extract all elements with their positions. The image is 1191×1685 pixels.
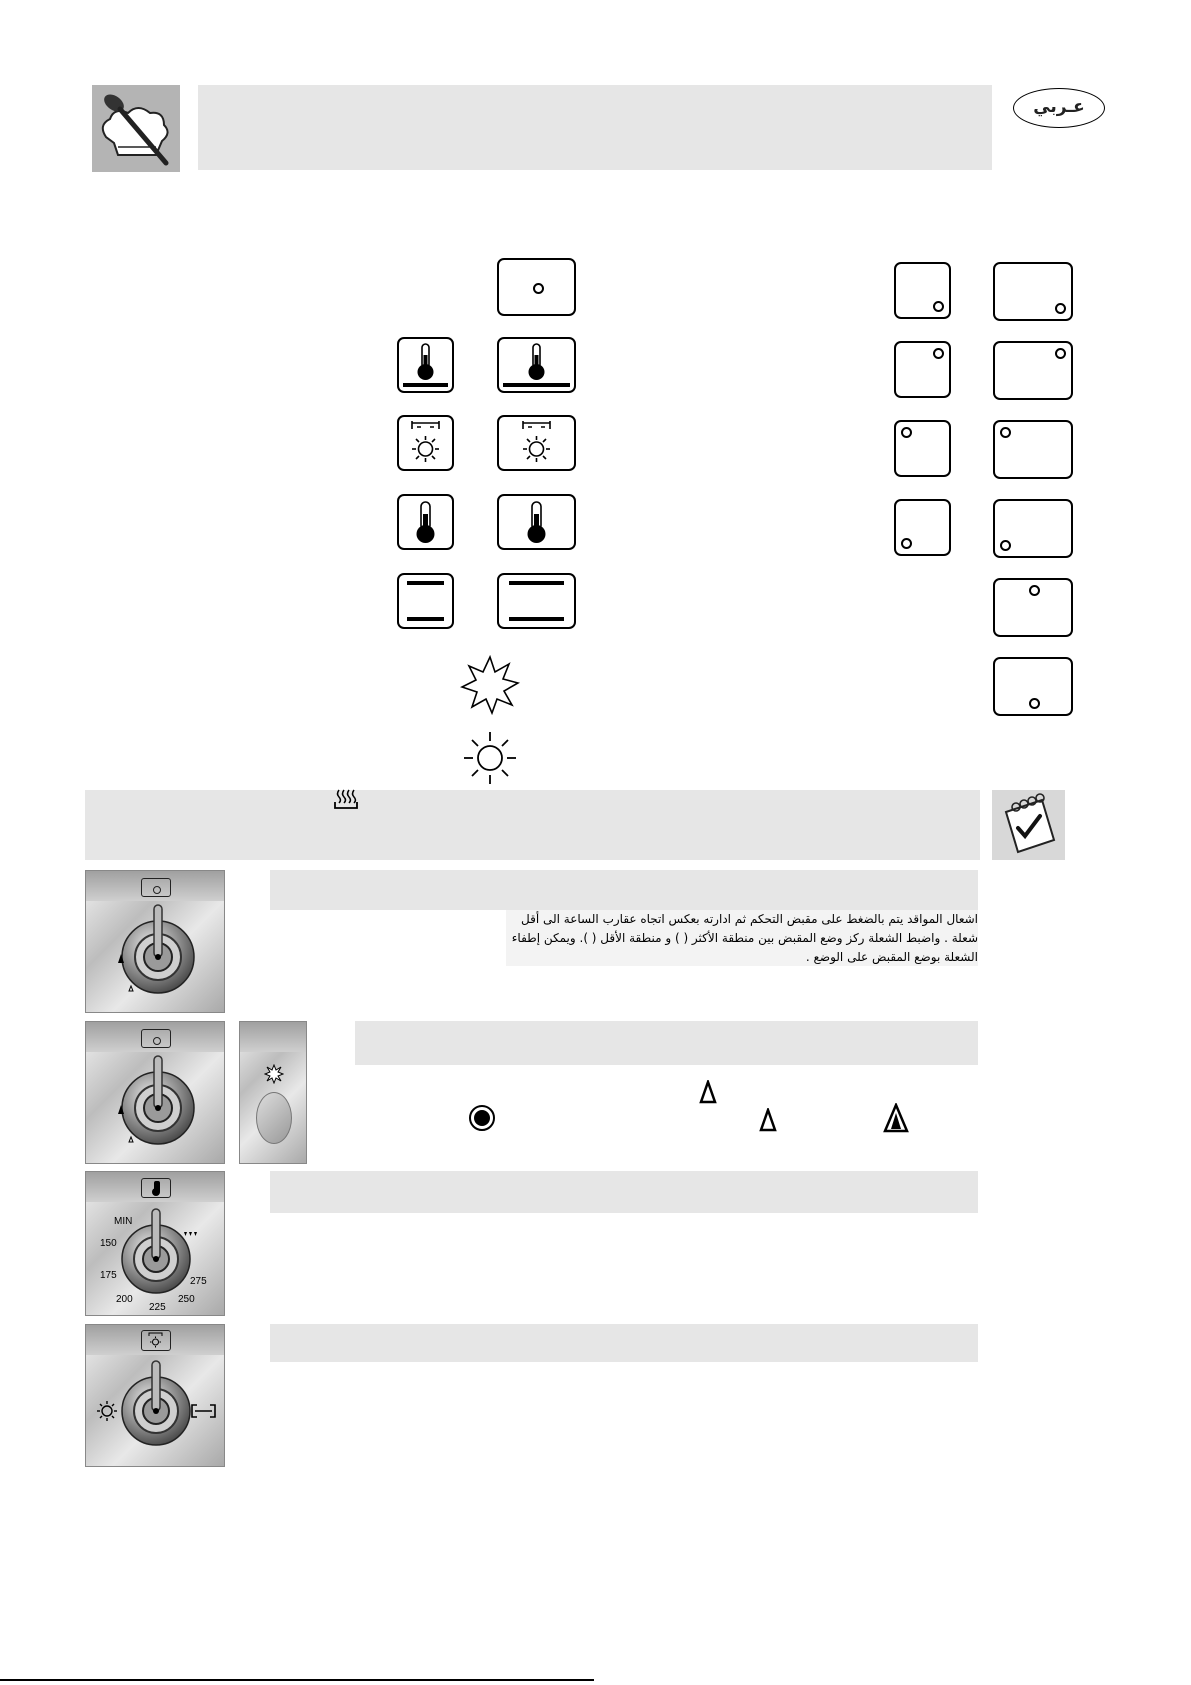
thermostat-label-275: 275 xyxy=(190,1276,207,1287)
language-badge-label: عـربي xyxy=(1033,97,1085,117)
lamp-icon xyxy=(460,728,520,788)
grill-lamp-icon xyxy=(399,417,452,469)
hob-knob[interactable] xyxy=(86,871,226,1014)
heat-steam-icon xyxy=(333,787,359,811)
thermostat-label-175: 175 xyxy=(100,1270,117,1281)
thermometer-icon xyxy=(399,496,452,548)
header-bar xyxy=(198,85,992,170)
hob-knob-panel-2 xyxy=(85,1021,225,1164)
burner-front-right-small xyxy=(894,341,951,398)
hob-symbol-large xyxy=(497,258,576,316)
burner-front-center-large xyxy=(993,578,1073,637)
burner-rear-right-small xyxy=(894,262,951,319)
bottom-heat-symbol-large xyxy=(497,337,576,393)
grill-knob[interactable] xyxy=(86,1325,226,1468)
flame-icon xyxy=(883,1103,909,1133)
burner-front-right-large xyxy=(993,341,1073,400)
star-icon xyxy=(264,1064,284,1084)
top-bottom-heat-symbol-small xyxy=(397,573,454,629)
grill-lamp-symbol-small xyxy=(397,415,454,471)
thermostat-label-min: MIN xyxy=(114,1216,133,1227)
burner-rear-left-large xyxy=(993,499,1073,558)
lamp-icon xyxy=(97,1401,117,1421)
thermostat-label-150: 150 xyxy=(100,1238,117,1249)
thermostat-symbol-large xyxy=(497,494,576,550)
thermostat-label-200: 200 xyxy=(116,1294,133,1305)
heating-elements-icon xyxy=(407,581,444,585)
hob-position-icon xyxy=(533,283,544,294)
bottom-heat-symbol-small xyxy=(397,337,454,393)
burner-rear-right-large xyxy=(993,262,1073,321)
flame-icon xyxy=(759,1108,777,1132)
hob-instruction-text: اشعال المواقد يتم بالضغط على مقبض التحكم ثم ادارته بعكس اتجاه عقارب الساعة الى أقل شعلة . واضبط الشعلة ركز وضع المقبض بين منطقة الأكثر ( ) و منطقة الأقل ( ). ويمكن إطفاء الشعلة بوضع المقبض على الوضع . xyxy=(506,910,978,966)
grill-section-heading-bar xyxy=(270,1324,978,1362)
hob-section-heading-bar xyxy=(270,870,978,910)
burner-rear-left-small xyxy=(894,499,951,556)
top-bottom-heat-symbol-large xyxy=(497,573,576,629)
thermostat-knob-panel xyxy=(85,1171,225,1316)
grill-lamp-symbol-large xyxy=(497,415,576,471)
note-bar xyxy=(85,790,980,860)
burner-front-left-large xyxy=(993,420,1073,479)
language-badge xyxy=(1013,88,1105,128)
notepad-check-icon xyxy=(992,790,1065,860)
note-icon-box xyxy=(992,790,1065,860)
flame-icon xyxy=(699,1080,717,1104)
grill-lamp-icon xyxy=(499,417,574,469)
thermostat-label-250: 250 xyxy=(178,1294,195,1305)
thermometer-icon xyxy=(399,339,452,391)
thermostat-section-heading-bar xyxy=(270,1171,978,1213)
footer-rule xyxy=(0,1679,594,1681)
burner-rear-center-large xyxy=(993,657,1073,716)
ignition-section-heading-bar xyxy=(355,1021,978,1065)
hob-knob-panel xyxy=(85,870,225,1013)
grill-knob-panel xyxy=(85,1324,225,1467)
grill-element-icon xyxy=(192,1405,215,1417)
burner-front-left-small xyxy=(894,420,951,477)
ignition-button[interactable] xyxy=(256,1092,292,1144)
thermometer-icon xyxy=(499,339,574,391)
off-dot-icon xyxy=(468,1104,496,1132)
ignition-button-panel xyxy=(239,1021,307,1164)
thermostat-symbol-small xyxy=(397,494,454,550)
chef-logo xyxy=(92,85,180,172)
hob-knob-2[interactable] xyxy=(86,1022,226,1165)
thermostat-label-225: 225 xyxy=(149,1302,166,1313)
heating-elements-icon xyxy=(509,581,564,585)
chef-logo-icon xyxy=(92,85,180,172)
thermometer-icon xyxy=(499,496,574,548)
star-icon xyxy=(460,655,520,715)
